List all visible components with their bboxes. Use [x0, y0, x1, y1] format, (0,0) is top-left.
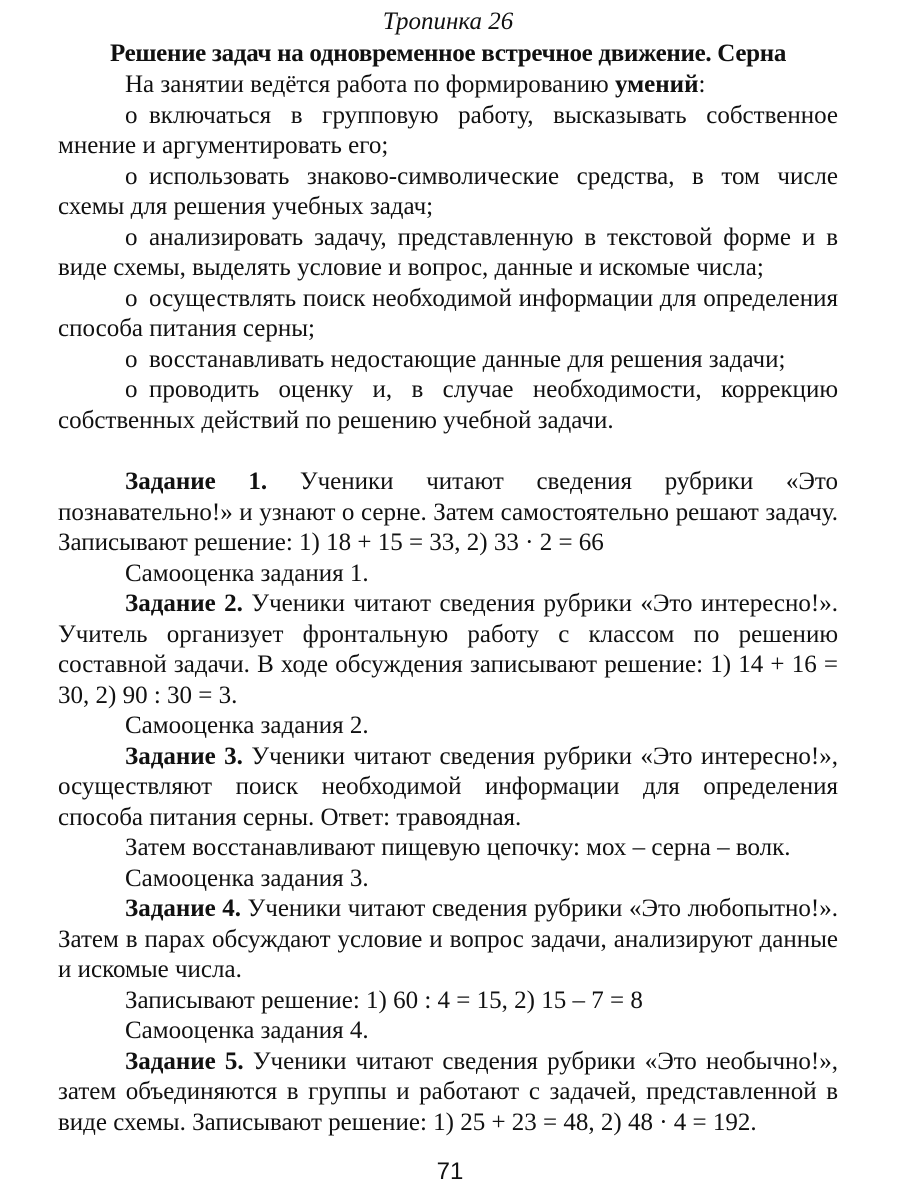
task-1-paragraph [58, 467, 838, 559]
paragraph-spacer [58, 436, 838, 467]
task-1-label: Задание 1. [125, 468, 268, 495]
task-2-paragraph [58, 589, 838, 711]
intro-lead-bold: умений [614, 71, 699, 98]
task-5-paragraph [58, 1047, 838, 1139]
bullet-item [58, 284, 838, 345]
task-4-paragraph [58, 894, 838, 986]
bullet-item [58, 223, 838, 284]
task-4-self-assessment: Самооценка задания 4. [125, 1017, 369, 1044]
task-5-text: Ученики читают сведения рубрики «Это необычно!», затем объединяются в группы и работают с задачей, представленной в виде схемы. Записывают решение: 1) 25 + 23 = 48, 2) 48 · 4 = 192. [58, 1047, 838, 1136]
task-3-self-assessment: Самооценка задания 3. [125, 864, 369, 892]
bullet-item [58, 162, 838, 223]
section-subtitle: Тропинка 26 [382, 8, 514, 35]
task-3-label: Задание 3. [125, 742, 243, 770]
intro-lead-end: : [698, 71, 706, 98]
task-2-label: Задание 2. [125, 590, 243, 617]
document-page [58, 6, 838, 1138]
task-3-extra: Затем восстанавливают пищевую цепочку: мох – серна – волк. [125, 834, 791, 861]
task-4-label: Задание 4. [125, 895, 242, 922]
task-5-label: Задание 5. [125, 1047, 244, 1075]
bullet-item [58, 375, 838, 436]
intro-lead-text: На занятии ведётся работа по формированию [125, 71, 615, 98]
task-1-text: Ученики читают сведения рубрики «Это познавательно!» и узнают о серне. Затем самостоятельно решают задачу. Записывают решение: 1) 18 + 15 = 33, 2) 33 · 2 = 66 [58, 468, 838, 556]
task-3-paragraph [58, 742, 838, 834]
bullet-marker: o [125, 223, 138, 251]
section-title: Решение задач на одновременное встречное движение. Серна [109, 40, 787, 67]
bullet-item [58, 345, 838, 376]
task-4-text: Ученики читают сведения рубрики «Это любопытно!». Затем в парах обсуждают условие и вопрос задачи, анализируют данные и искомые числа. [58, 895, 838, 983]
intro-paragraph [58, 70, 838, 101]
bullet-marker: o [125, 101, 138, 129]
bullet-item [58, 101, 838, 162]
bullet-marker: o [125, 162, 138, 190]
bullet-marker: o [125, 345, 138, 373]
bullet-text: восстанавливать недостающие данные для решения задачи; [149, 345, 786, 373]
task-3-text: Ученики читают сведения рубрики «Это интересно!», осуществляют поиск необходимой информации для определения способа питания серны. Ответ: травоядная. [58, 742, 838, 831]
task-2-text: Ученики читают сведения рубрики «Это интересно!». Учитель организует фронтальную работу с классом по решению составной задачи. В ходе обсуждения записывают решение: 1) 14 + 16 = 30, 2) 90 : 30 = 3. [58, 590, 838, 709]
task-2-self-assessment: Самооценка задания 2. [125, 712, 369, 739]
bullet-text: осуществлять поиск необходимой информации для определения способа питания серны; [58, 284, 838, 342]
task-4-extra: Записывают решение: 1) 60 : 4 = 15, 2) 15 – 7 = 8 [125, 986, 643, 1014]
bullet-text: проводить оценку и, в случае необходимости, коррекцию собственных действий по решению учебной задачи. [58, 376, 838, 434]
bullet-marker: o [125, 284, 138, 312]
bullet-text: анализировать задачу, представленную в текстовой форме и в виде схемы, выделять условие и вопрос, данные и искомые числа; [58, 223, 838, 281]
page-number: 71 [436, 1158, 464, 1185]
task-1-self-assessment: Самооценка задания 1. [125, 559, 369, 587]
bullet-marker: o [125, 376, 138, 403]
bullet-text: включаться в групповую работу, высказывать собственное мнение и аргументировать его; [58, 101, 838, 159]
bullet-text: использовать знаково-символические средства, в том числе схемы для решения учебных задач; [58, 162, 838, 220]
